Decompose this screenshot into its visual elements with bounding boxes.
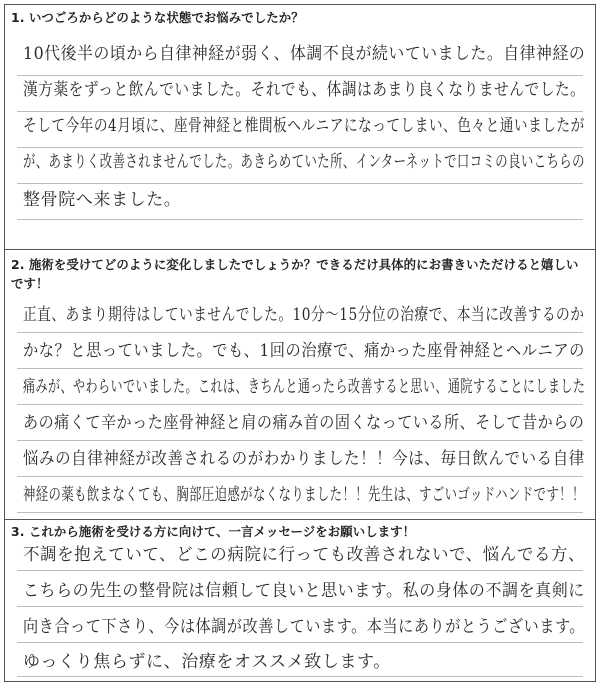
question-3-section (5, 519, 595, 682)
answer-2-line: かな？と思っていました。でも、1回の治療で、痛かった座骨神経とヘルニアの (23, 341, 585, 361)
answer-1-line: 漢方薬をずっと飲んでいました。それでも、体調はあまり良くなりませんでした。 (23, 80, 586, 100)
answer-3-line: 向き合って下さり、今は体調が改善しています。本当にありがとうございます。 (23, 617, 586, 637)
answer-line-rule (17, 368, 583, 369)
answer-line-rule (17, 512, 583, 513)
question-3-label: 3. これから施術を受ける方に向けて、一言メッセージをお願いします！ (11, 524, 416, 539)
answer-2-line: 悩みの自律神経が改善されるのがわかりました！！今は、毎日飲んでいる自律 (23, 449, 585, 469)
answer-1-line: そして今年の4月頃に、座骨神経と椎間板ヘルニアになってしまい、色々と通いましたが (23, 116, 585, 136)
answer-1-line: 10代後半の頃から自律神経が弱く、体調不良が続いていました。自律神経の (23, 44, 586, 64)
question-2-label: 2. 施術を受けてどのように変化しましたでしょうか？できるだけ具体的にお書きいただけると嬉しいです！ (11, 257, 579, 291)
question-1-section (5, 5, 595, 249)
answer-2-line: 正直、あまり期待はしていませんでした。10分～15分位の治療で、本当に改善するのか (23, 305, 585, 325)
answer-2-line: 痛みが、やわらいでいました。これは、きちんと通ったら改善すると思い、通院することにしました (23, 377, 586, 397)
answer-line-rule (17, 440, 583, 441)
question-2-section (5, 249, 595, 520)
answer-line-rule (17, 404, 583, 405)
answer-line-rule (17, 332, 583, 333)
answer-line-rule (17, 570, 583, 571)
answer-1-line: が、あまりく改善されませんでした。あきらめていた所、インターネットで口コミの良いこちらの (23, 152, 585, 172)
answer-line-rule (17, 476, 583, 477)
answer-line-rule (17, 183, 583, 184)
answer-1-line: 整骨院へ来ました。 (23, 190, 182, 210)
answer-line-rule (17, 147, 583, 148)
answer-line-rule (17, 219, 583, 220)
answer-3-line: ゆっくり焦らずに、治療をオススメ致します。 (23, 652, 391, 672)
answer-line-rule (17, 606, 583, 607)
answer-line-rule (17, 75, 583, 76)
answer-2-line: 神経の薬も飲まなくても、胸部圧迫感がなくなりました！！先生は、すごいゴッドハンドです！！ (23, 485, 585, 505)
survey-sheet (4, 4, 596, 682)
answer-line-rule (17, 642, 583, 643)
answer-3-line: こちらの先生の整骨院は信頼して良いと思います。私の身体の不調を真剣に (23, 581, 585, 601)
question-1-label: 1. いつごろからどのような状態でお悩みでしたか？ (11, 10, 304, 25)
answer-2-line: あの痛くて辛かった座骨神経と肩の痛み首の固くなっている所、そして昔からの (23, 413, 585, 433)
answer-3-line: 不調を抱えていて、どこの病院に行っても改善されないで、悩んでる方、 (23, 545, 586, 565)
answer-line-rule (17, 111, 583, 112)
answer-line-rule (17, 676, 583, 677)
